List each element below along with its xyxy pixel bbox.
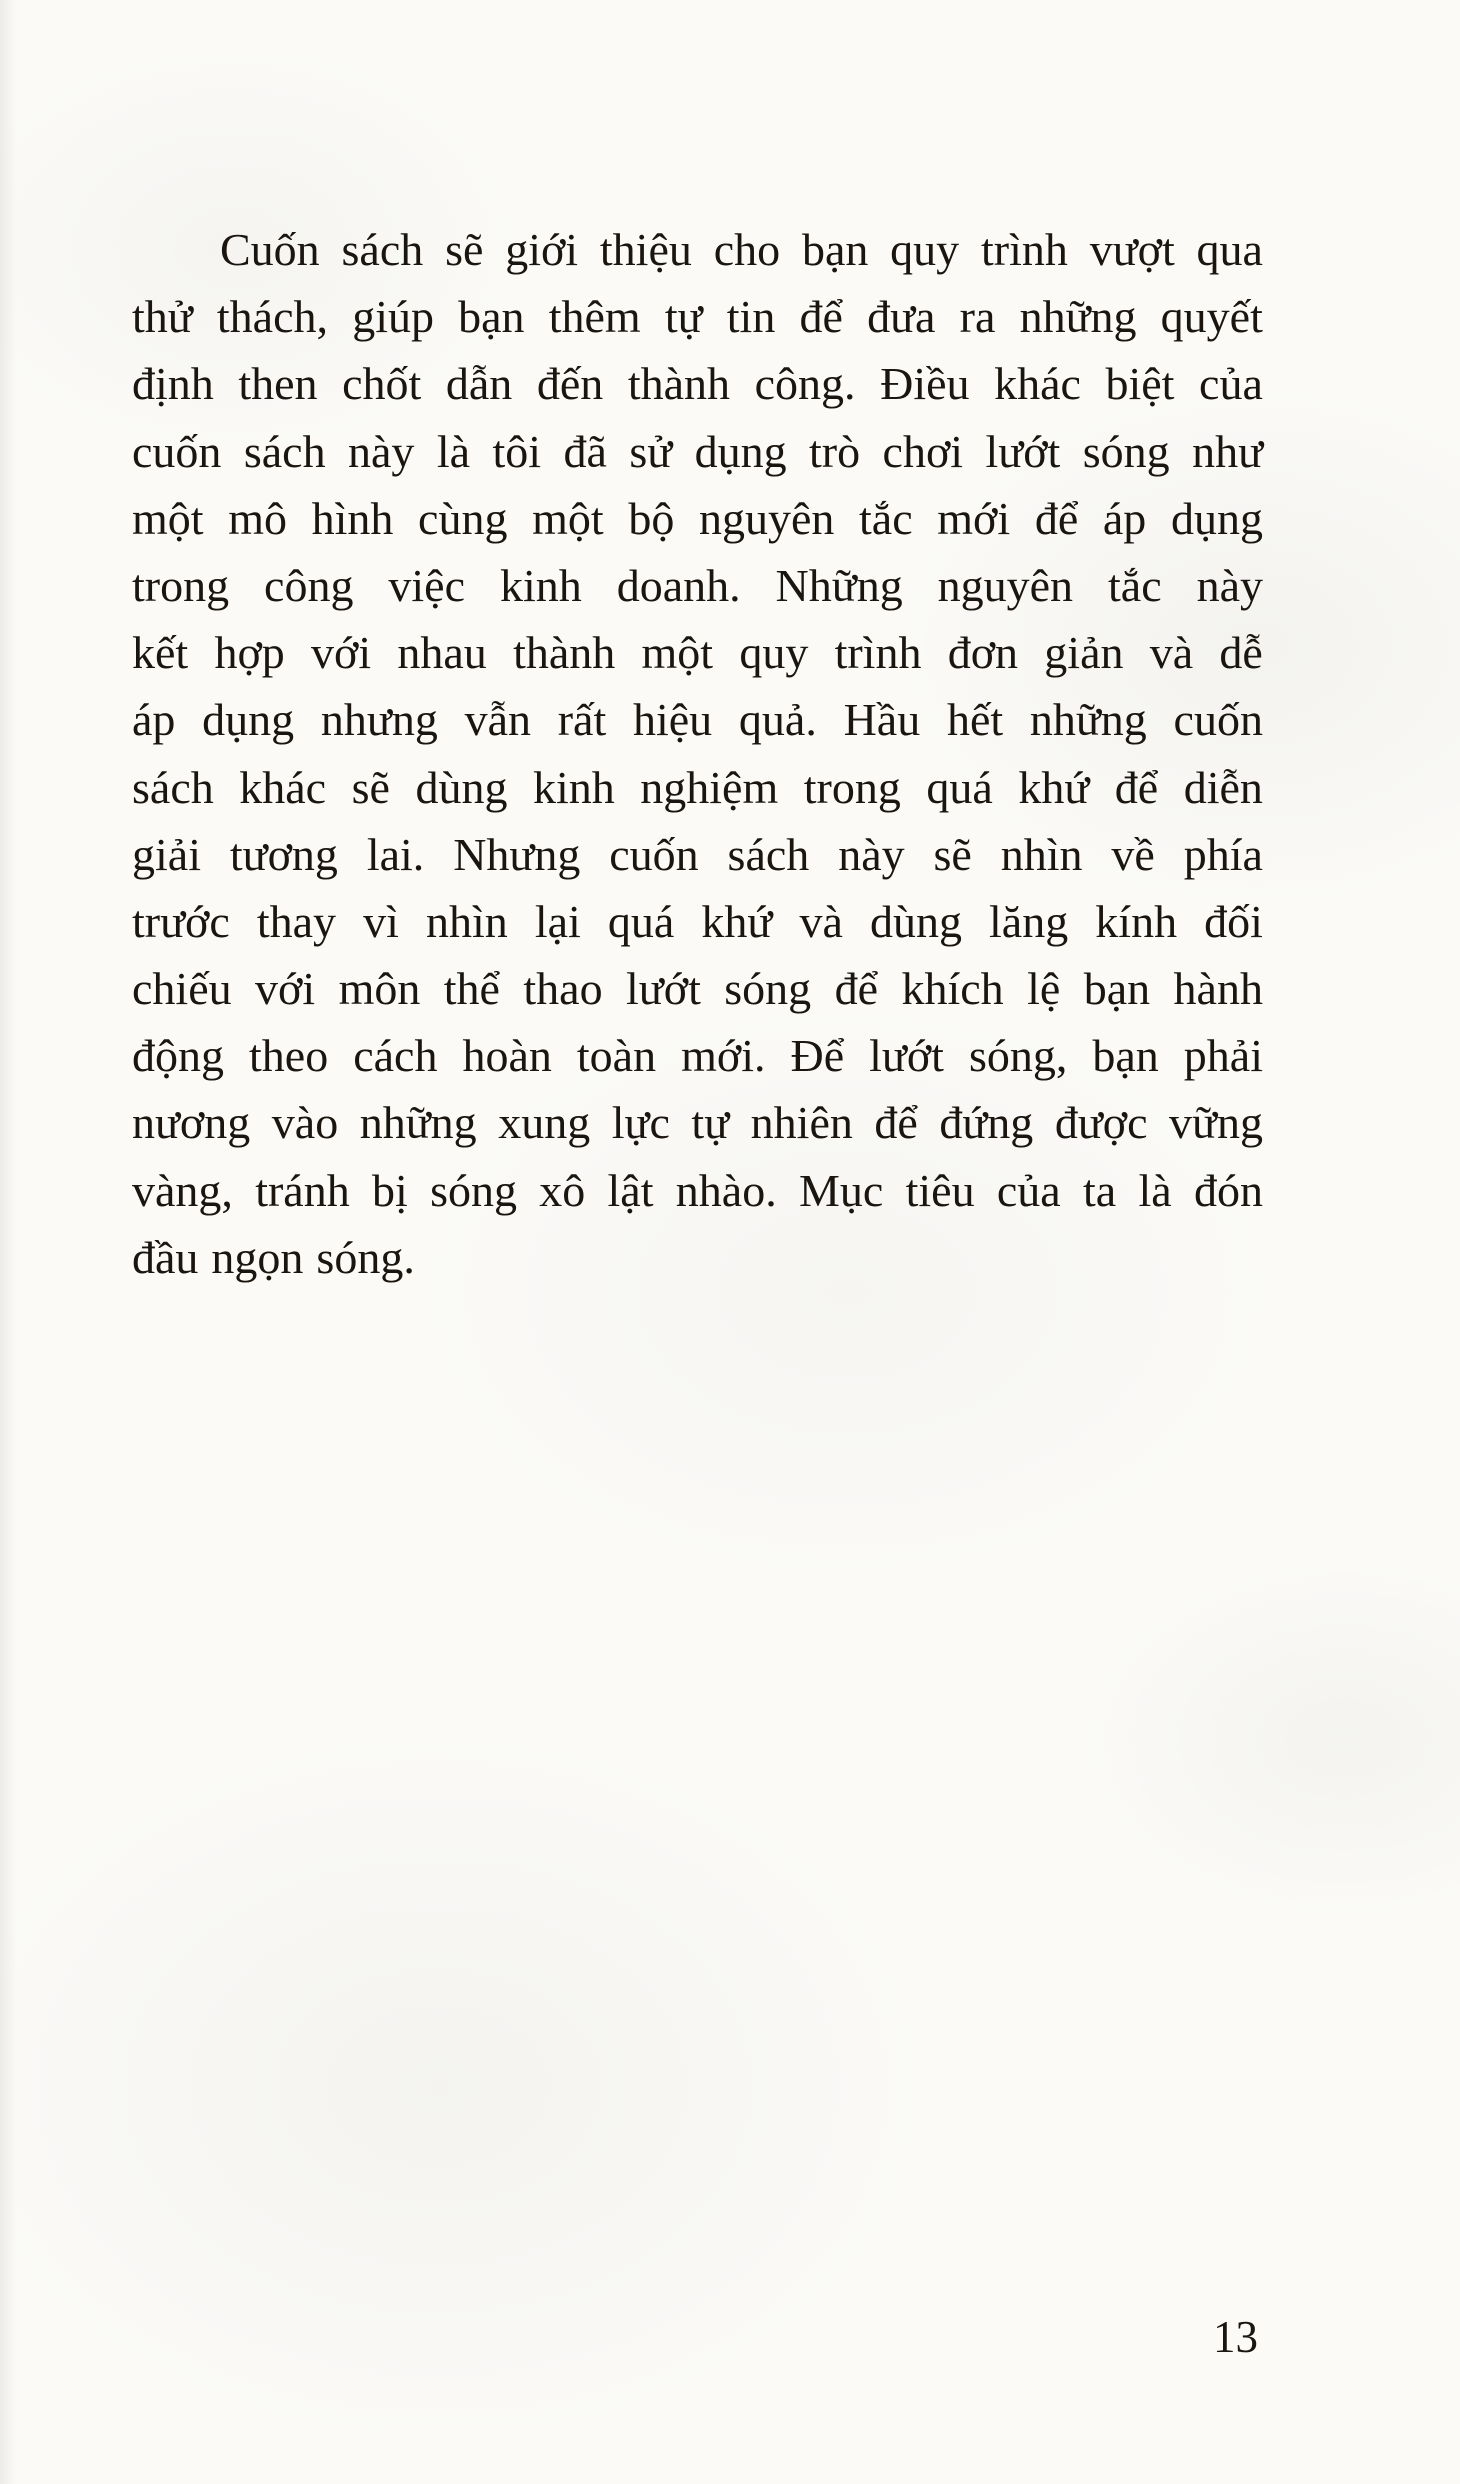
word: sóng, (968, 1030, 1068, 1082)
word: nhìn (1000, 828, 1083, 880)
paragraph-line (132, 283, 1263, 350)
word: sóng (724, 963, 812, 1015)
word: dùng (869, 895, 962, 947)
paragraph-line (132, 619, 1263, 686)
paragraph-line (132, 350, 1263, 417)
word: cùng (418, 492, 508, 544)
paragraph-line (132, 754, 1263, 821)
word: lướt (869, 1030, 944, 1082)
word: bạn (1083, 963, 1151, 1015)
word: dụng (694, 425, 787, 477)
word: với (255, 963, 316, 1015)
word: trò (809, 425, 861, 477)
word: dẫn (445, 358, 513, 410)
word: thách, (216, 291, 329, 343)
word: này (348, 425, 415, 477)
paragraph-line (132, 955, 1263, 1022)
word: Nhưng (453, 828, 581, 880)
paragraph-line (132, 1224, 1263, 1291)
word: dụng (1170, 492, 1263, 544)
word: sử (629, 425, 673, 477)
word: và (799, 895, 843, 947)
word: biệt (1105, 358, 1175, 410)
word: này (1196, 559, 1263, 611)
word: và (1149, 627, 1194, 679)
word: khác (994, 358, 1081, 410)
word: nghiệm (640, 761, 779, 813)
word: ta (1083, 1164, 1117, 1216)
word: thiệu (599, 224, 692, 275)
word: định (132, 358, 214, 410)
word: chiếu (132, 963, 232, 1015)
word: sóng (430, 1164, 517, 1216)
word: việc (388, 559, 466, 611)
paragraph-line (132, 1089, 1263, 1156)
word: hình (311, 492, 394, 544)
paragraph-line (132, 888, 1263, 955)
word: nhìn (426, 895, 508, 947)
body-paragraph (132, 216, 1263, 1291)
word: sách (727, 828, 810, 880)
word: mới. (681, 1030, 766, 1082)
word: động (132, 1030, 224, 1082)
word: một (132, 492, 204, 544)
word: đầu (132, 1231, 199, 1283)
word: nhiên (750, 1097, 853, 1149)
word: dụng (202, 694, 295, 746)
word: thêm (548, 291, 641, 343)
word: lật (607, 1164, 654, 1216)
word: vì (363, 895, 399, 947)
word: then (238, 358, 318, 410)
word: công. (754, 358, 856, 410)
word: về (1111, 828, 1155, 880)
word: sóng (1082, 425, 1170, 477)
word: nhau (397, 627, 487, 679)
word: môn (338, 963, 421, 1015)
word: tránh (255, 1164, 350, 1216)
word: khứ (1018, 761, 1090, 813)
paragraph-line (132, 485, 1263, 552)
word: tin (726, 291, 776, 343)
word: nhưng (320, 694, 438, 746)
word: quyết (1160, 291, 1263, 343)
paragraph-line (132, 821, 1263, 888)
paragraph-line (132, 686, 1263, 753)
word: đã (563, 425, 607, 477)
word: cuốn (609, 828, 699, 880)
word: cho (713, 224, 781, 275)
word: phía (1183, 828, 1263, 880)
word: Cuốn (220, 224, 320, 275)
word: là (1138, 1164, 1172, 1216)
word: hiệu (632, 694, 713, 746)
word: vượt (1089, 224, 1175, 275)
word: phải (1183, 1030, 1263, 1082)
word: xô (539, 1164, 586, 1216)
word: sẽ (351, 761, 390, 813)
word: kết (132, 627, 189, 679)
paragraph-line (132, 216, 1263, 283)
word: để (874, 1097, 918, 1149)
word: dùng (415, 761, 508, 813)
word: trình (980, 224, 1068, 275)
word: tôi (492, 425, 542, 477)
paragraph-line (132, 418, 1263, 485)
word: Điều (880, 358, 970, 410)
word: trình (834, 627, 922, 679)
word: lướt (626, 963, 701, 1015)
word: giúp (352, 291, 434, 343)
word: xung (498, 1097, 591, 1149)
word: hoàn (462, 1030, 552, 1082)
word: cuốn (1173, 694, 1263, 746)
word: sẽ (933, 828, 972, 880)
word: trước (132, 895, 230, 947)
word: sóng. (316, 1231, 415, 1283)
word: cách (353, 1030, 438, 1082)
word: nguyên (937, 559, 1074, 611)
word: lại (534, 895, 581, 947)
word: bị (372, 1164, 408, 1216)
word: trong (803, 761, 901, 813)
word: của (996, 1164, 1061, 1216)
word: vào (271, 1097, 339, 1149)
word: để (1114, 761, 1159, 813)
word: diễn (1183, 761, 1263, 813)
word: sách (132, 761, 214, 813)
word: thể (443, 963, 500, 1015)
word: trong (132, 559, 230, 611)
word: khác (239, 761, 327, 813)
word: bạn (801, 224, 869, 275)
paragraph-line (132, 552, 1263, 619)
word: thành (627, 358, 731, 410)
word: công (264, 559, 354, 611)
word: đến (536, 358, 604, 410)
word: như (1192, 425, 1263, 477)
word: vàng, (132, 1164, 233, 1216)
word: tiêu (905, 1164, 975, 1216)
word: cuốn (132, 425, 222, 477)
word: theo (249, 1030, 329, 1082)
word: sách (341, 224, 424, 275)
word: đối (1204, 895, 1263, 947)
word: rất (557, 694, 607, 746)
word: áp (132, 694, 176, 746)
word: giản (1044, 627, 1124, 679)
word: sẽ (445, 224, 484, 275)
word: đón (1193, 1164, 1263, 1216)
word: lăng (989, 895, 1069, 947)
word: là (436, 425, 471, 477)
word: vẫn (464, 694, 531, 746)
word: nương (132, 1097, 251, 1149)
word: dễ (1219, 627, 1263, 679)
word: ra (959, 291, 996, 343)
word: với (311, 627, 372, 679)
word: đứng (939, 1097, 1034, 1149)
word: quy (890, 224, 960, 275)
word: thao (523, 963, 603, 1015)
word: lực (611, 1097, 670, 1149)
word: những (1019, 291, 1137, 343)
word: chốt (342, 358, 422, 410)
word: chơi (882, 425, 964, 477)
word: khứ (701, 895, 773, 947)
word: giới (505, 224, 579, 275)
paragraph-line (132, 1157, 1263, 1224)
word: Những (775, 559, 903, 611)
word: vững (1169, 1097, 1263, 1149)
word: một (532, 492, 604, 544)
word: Để (790, 1030, 845, 1082)
word: để (834, 963, 879, 1015)
word: quy (739, 627, 809, 679)
word: lai. (366, 828, 425, 880)
word: bạn (1092, 1030, 1159, 1082)
word: của (1199, 358, 1263, 410)
word: bạn (458, 291, 525, 343)
word: doanh. (616, 559, 741, 611)
word: Mục (799, 1164, 884, 1216)
word: lướt (985, 425, 1061, 477)
word: để (799, 291, 843, 343)
word: toàn (576, 1030, 657, 1082)
word: thành (513, 627, 616, 679)
word: để (1034, 492, 1079, 544)
word: quá (607, 895, 675, 947)
word: tương (229, 828, 338, 880)
word: thử (132, 291, 193, 343)
word: nguyên (698, 492, 835, 544)
word: đơn (947, 627, 1019, 679)
word: áp (1102, 492, 1147, 544)
word: Hầu (843, 694, 921, 746)
word: qua (1196, 224, 1263, 275)
word: thay (256, 895, 337, 947)
word: này (838, 828, 905, 880)
word: mô (228, 492, 287, 544)
word: giải (132, 828, 201, 880)
word: tắc (859, 492, 913, 544)
word: sách (243, 425, 326, 477)
page-number: 13 (1213, 2312, 1258, 2362)
word: tự (664, 291, 703, 343)
word: những (359, 1097, 477, 1149)
word: khích (901, 963, 1004, 1015)
word: hết (946, 694, 1004, 746)
word: kinh (532, 761, 615, 813)
word: một (641, 627, 714, 679)
word: quá (926, 761, 993, 813)
paragraph-line (132, 1022, 1263, 1089)
word: ngọn (211, 1231, 304, 1283)
word: mới (937, 492, 1011, 544)
word: bộ (628, 492, 675, 544)
word: tự (691, 1097, 730, 1149)
word: nhào. (675, 1164, 777, 1216)
word: kinh (499, 559, 582, 611)
word: hành (1173, 963, 1263, 1015)
word: những (1029, 694, 1147, 746)
word: hợp (214, 627, 285, 679)
word: kính (1095, 895, 1178, 947)
word: được (1054, 1097, 1148, 1149)
word: đưa (867, 291, 936, 343)
word: tắc (1108, 559, 1162, 611)
word: lệ (1027, 963, 1061, 1015)
word: quả. (738, 694, 817, 746)
